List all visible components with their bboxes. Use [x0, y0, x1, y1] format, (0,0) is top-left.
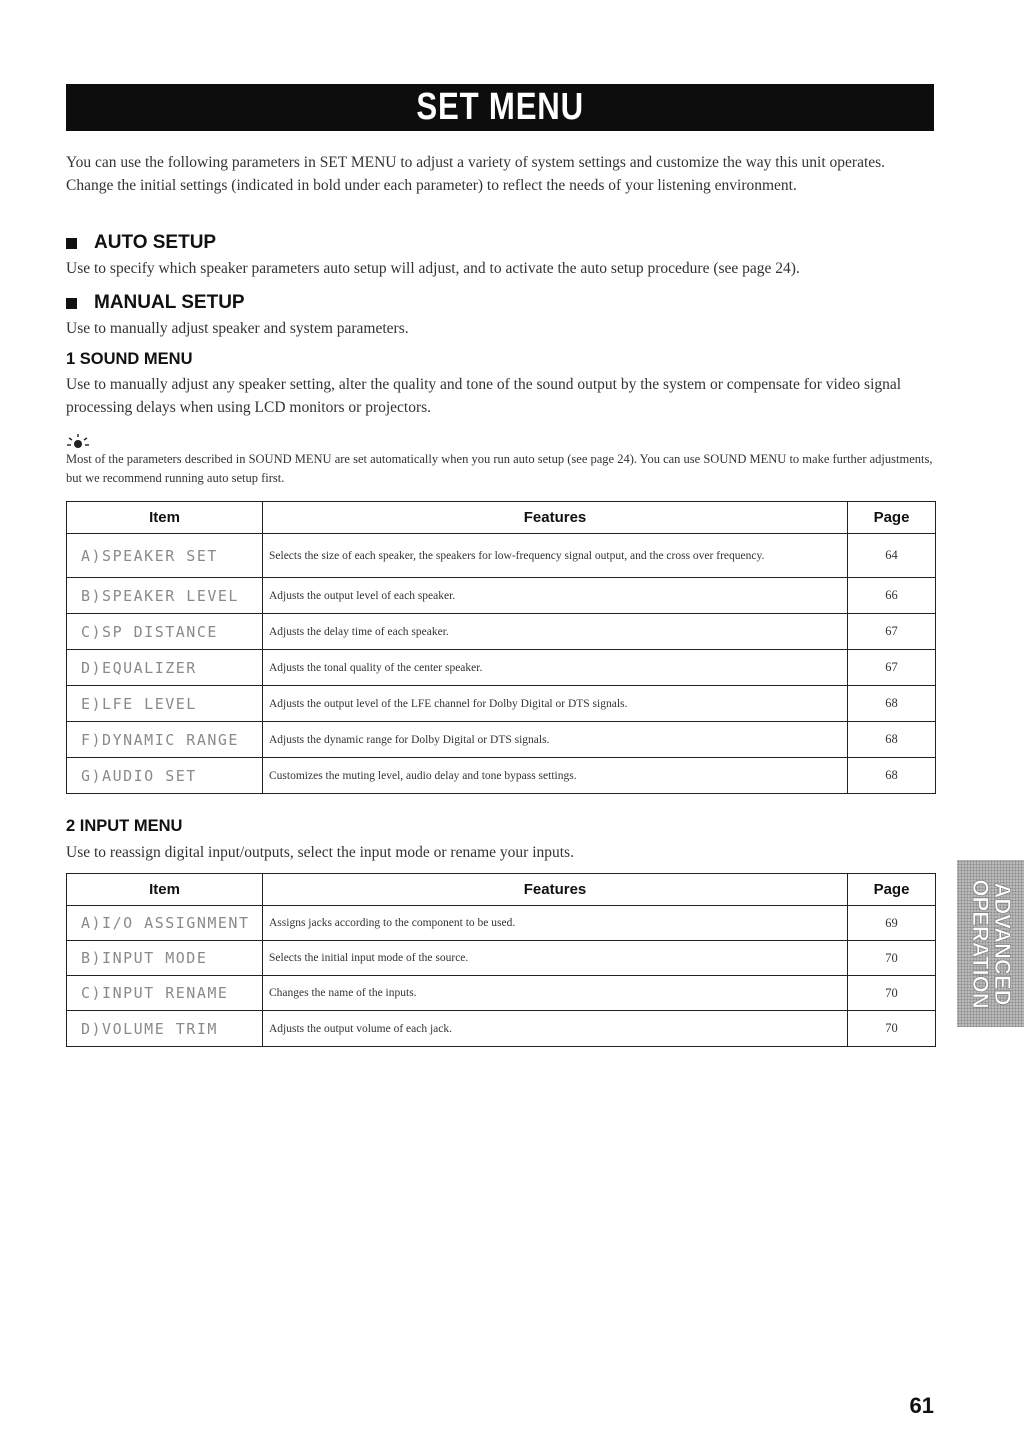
page-cell: 66 [848, 578, 936, 614]
item-cell: D)VOLUME TRIM [67, 1011, 263, 1047]
page-title-banner [66, 84, 934, 131]
features-cell: Selects the size of each speaker, the speakers for low-frequency signal output, and the cross over frequency. [263, 534, 848, 578]
features-cell: Selects the initial input mode of the source. [263, 941, 848, 976]
section-side-tab [957, 860, 1024, 1027]
item-cell: F)DYNAMIC RANGE [67, 722, 263, 758]
table-row [67, 722, 936, 758]
side-tab-line2: OPERATION [967, 878, 993, 1009]
table-row [67, 650, 936, 686]
features-cell: Adjusts the dynamic range for Dolby Digital or DTS signals. [263, 722, 848, 758]
table-row [67, 758, 936, 794]
sound-menu-heading: 1 SOUND MENU [66, 350, 193, 368]
item-cell: C)INPUT RENAME [67, 976, 263, 1011]
page-cell: 67 [848, 614, 936, 650]
table-row [67, 686, 936, 722]
table-row [67, 1011, 936, 1047]
column-header-features: Features [263, 502, 848, 534]
sound-menu-note: Most of the parameters described in SOUND MENU are set automatically when you run auto setup (see page 24). You can use SOUND MENU to make further adjustments, but we recommend running auto setup first. [66, 452, 933, 485]
sound-menu-table [66, 501, 936, 794]
table-row [67, 534, 936, 578]
table-row [67, 941, 936, 976]
item-cell: B)INPUT MODE [67, 941, 263, 976]
column-header-item: Item [67, 502, 263, 534]
page-cell: 70 [848, 941, 936, 976]
table-row [67, 906, 936, 941]
item-cell: D)EQUALIZER [67, 650, 263, 686]
features-cell: Customizes the muting level, audio delay and tone bypass settings. [263, 758, 848, 794]
manual-setup-text: Use to manually adjust speaker and system parameters. [66, 320, 409, 337]
item-cell: A)I/O ASSIGNMENT [67, 906, 263, 941]
manual-setup-heading-text: MANUAL SETUP [94, 292, 245, 313]
page-cell: 69 [848, 906, 936, 941]
page-cell: 64 [848, 534, 936, 578]
side-tab-label [969, 879, 1013, 1008]
table-row [67, 976, 936, 1011]
intro-paragraph: You can use the following parameters in SET MENU to adjust a variety of system settings and customize the way this unit operates. Change the initial settings (indicated in bold under each parameter) to reflect the needs of your listening environment. [66, 154, 886, 194]
features-cell: Adjusts the output level of the LFE channel for Dolby Digital or DTS signals. [263, 686, 848, 722]
item-cell: B)SPEAKER LEVEL [67, 578, 263, 614]
page-cell: 68 [848, 722, 936, 758]
features-cell: Adjusts the output volume of each jack. [263, 1011, 848, 1047]
column-header-features: Features [263, 874, 848, 906]
column-header-item: Item [67, 874, 263, 906]
table-header-row [67, 874, 936, 906]
item-cell: G)AUDIO SET [67, 758, 263, 794]
page-number: 61 [909, 1393, 934, 1418]
page-cell: 70 [848, 1011, 936, 1047]
page-cell: 70 [848, 976, 936, 1011]
input-menu-heading: 2 INPUT MENU [66, 817, 183, 835]
item-cell: E)LFE LEVEL [67, 686, 263, 722]
page-title: SET MENU [416, 86, 584, 128]
side-tab-line1: ADVANCED [989, 881, 1015, 1006]
item-cell: A)SPEAKER SET [67, 534, 263, 578]
bullet-square-icon [66, 238, 77, 249]
page-cell: 68 [848, 686, 936, 722]
features-cell: Adjusts the delay time of each speaker. [263, 614, 848, 650]
item-cell: C)SP DISTANCE [67, 614, 263, 650]
bullet-square-icon [66, 298, 77, 309]
page-cell: 68 [848, 758, 936, 794]
input-menu-text: Use to reassign digital input/outputs, select the input mode or rename your inputs. [66, 844, 574, 861]
features-cell: Assigns jacks according to the component to be used. [263, 906, 848, 941]
auto-setup-heading-text: AUTO SETUP [94, 232, 217, 253]
column-header-page: Page [848, 502, 936, 534]
auto-setup-heading [66, 232, 216, 254]
features-cell: Adjusts the output level of each speaker. [263, 578, 848, 614]
table-row [67, 614, 936, 650]
features-cell: Changes the name of the inputs. [263, 976, 848, 1011]
auto-setup-text: Use to specify which speaker parameters auto setup will adjust, and to activate the auto setup procedure (see page 24). [66, 260, 800, 277]
table-row [67, 578, 936, 614]
sound-menu-text: Use to manually adjust any speaker setting, alter the quality and tone of the sound output by the system or compensate for video signal processing delays when using LCD monitors or projectors. [66, 376, 902, 416]
note-tip-icon [66, 432, 90, 452]
manual-setup-heading [66, 292, 245, 314]
page-cell: 67 [848, 650, 936, 686]
table-header-row [67, 502, 936, 534]
features-cell: Adjusts the tonal quality of the center speaker. [263, 650, 848, 686]
input-menu-table [66, 873, 936, 1047]
column-header-page: Page [848, 874, 936, 906]
